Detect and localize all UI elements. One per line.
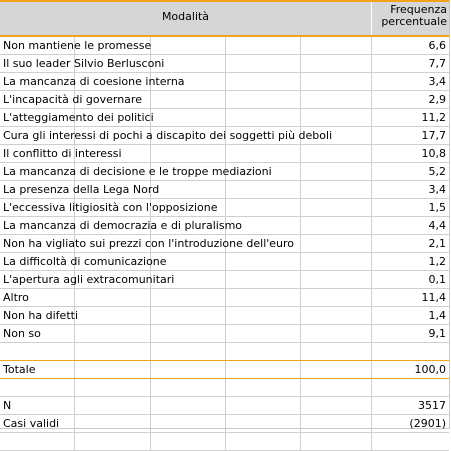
table-cell (75, 433, 151, 450)
table-cell (151, 307, 226, 324)
table-cell (0, 433, 75, 450)
header-frequenza-line2: percentuale (381, 15, 447, 28)
table-cell (372, 379, 449, 396)
row-label: Il conflitto di interessi (3, 147, 122, 160)
empty-row (0, 343, 449, 361)
table-row (0, 181, 449, 199)
table-cell (301, 73, 372, 90)
row-label: L'incapacità di governare (3, 93, 142, 106)
row-value: 10,8 (421, 147, 446, 160)
table-cell (151, 397, 226, 414)
row-value: 1,5 (428, 201, 446, 214)
table-cell (226, 145, 301, 162)
table-cell (301, 289, 372, 306)
table-cell (75, 289, 151, 306)
table-cell (75, 343, 151, 360)
row-value: 11,2 (421, 111, 446, 124)
row-value: 7,7 (428, 57, 446, 70)
table-cell (151, 181, 226, 198)
table-row (0, 235, 449, 253)
table-cell (301, 199, 372, 216)
table-cell (301, 361, 372, 378)
row-value: 2,1 (428, 237, 446, 250)
table-cell (301, 91, 372, 108)
row-value: 1,4 (428, 309, 446, 322)
row-value: 5,2 (428, 165, 446, 178)
row-label: L'apertura agli extracomunitari (3, 273, 175, 286)
empty-row (0, 379, 449, 397)
row-value: (2901) (409, 417, 446, 430)
row-label: Non so (3, 327, 41, 340)
row-label: N (3, 399, 12, 412)
table-cell (75, 307, 151, 324)
table-cell (226, 199, 301, 216)
table-cell (75, 325, 151, 342)
row-label: Totale (3, 363, 36, 376)
table-cell (226, 289, 301, 306)
table-cell (226, 379, 301, 396)
table-cell (301, 271, 372, 288)
header-frequenza (372, 2, 449, 35)
table-cell (301, 181, 372, 198)
table-cell (226, 91, 301, 108)
row-value: 1,2 (428, 255, 446, 268)
table-row (0, 73, 449, 91)
table-cell (151, 325, 226, 342)
table-row (0, 163, 449, 181)
row-value: 6,6 (428, 39, 446, 52)
table-cell (301, 145, 372, 162)
table-cell (75, 379, 151, 396)
table-cell (226, 433, 301, 450)
table-cell (0, 343, 75, 360)
table-cell (301, 235, 372, 252)
row-label: Cura gli interessi di pochi a discapito dei soggetti più deboli (3, 129, 333, 142)
row-label: Altro (3, 291, 29, 304)
table-cell (226, 73, 301, 90)
table-cell (226, 253, 301, 270)
table-cell (151, 415, 226, 432)
table-cell (151, 361, 226, 378)
table-cell (226, 109, 301, 126)
table-row (0, 271, 449, 289)
row-value: 3,4 (428, 183, 446, 196)
table-cell (301, 163, 372, 180)
row-value: 4,4 (428, 219, 446, 232)
table-cell (0, 397, 75, 414)
table-cell (226, 343, 301, 360)
table-cell (75, 397, 151, 414)
table-cell (301, 379, 372, 396)
table-cell (75, 361, 151, 378)
table-cell (151, 343, 226, 360)
table-cell (301, 325, 372, 342)
row-value: 9,1 (428, 327, 446, 340)
table-cell (372, 433, 449, 450)
table-cell (301, 307, 372, 324)
table-cell (301, 55, 372, 72)
table-cell (151, 145, 226, 162)
table-cell (151, 379, 226, 396)
row-label: La difficoltà di comunicazione (3, 255, 167, 268)
row-value: 0,1 (428, 273, 446, 286)
n-row (0, 397, 449, 415)
table-row (0, 127, 449, 145)
table-header (0, 2, 449, 37)
table-cell (301, 253, 372, 270)
total-row (0, 361, 449, 379)
row-label: Non ha vigliato sui prezzi con l'introduzione dell'euro (3, 237, 295, 250)
table-cell (226, 325, 301, 342)
table-row (0, 325, 449, 343)
table-row (0, 145, 449, 163)
table-row (0, 307, 449, 325)
table-row (0, 199, 449, 217)
header-frequenza-line1: Frequenza (390, 3, 447, 16)
row-label: L'atteggiamento dei politici (3, 111, 154, 124)
row-label: La mancanza di democrazia e di pluralismo (3, 219, 243, 232)
table-cell (226, 55, 301, 72)
row-value: 2,9 (428, 93, 446, 106)
table-cell (226, 181, 301, 198)
table-row (0, 253, 449, 271)
row-value: 100,0 (414, 363, 446, 376)
row-label: La mancanza di coesione interna (3, 75, 185, 88)
table-cell (226, 37, 301, 54)
row-label: La mancanza di decisione e le troppe mediazioni (3, 165, 272, 178)
table-body (0, 37, 449, 451)
row-label: Casi validi (3, 417, 60, 430)
table-cell (301, 397, 372, 414)
row-value: 3,4 (428, 75, 446, 88)
row-label: La presenza della Lega Nord (3, 183, 160, 196)
table-cell (226, 307, 301, 324)
table-cell (226, 271, 301, 288)
table-cell (301, 217, 372, 234)
casi-validi-row (0, 415, 449, 433)
table-cell (301, 343, 372, 360)
row-value: 11,4 (421, 291, 446, 304)
table-cell (226, 415, 301, 432)
table-row (0, 109, 449, 127)
row-value: 3517 (418, 399, 446, 412)
table-cell (0, 379, 75, 396)
empty-row (0, 433, 449, 451)
table-row (0, 55, 449, 73)
table-row (0, 91, 449, 109)
table-cell (151, 109, 226, 126)
table-cell (151, 433, 226, 450)
table-cell (301, 433, 372, 450)
table-cell (151, 289, 226, 306)
table-cell (301, 415, 372, 432)
table-cell (226, 397, 301, 414)
row-label: Non ha difetti (3, 309, 78, 322)
table-row (0, 37, 449, 55)
row-label: L'eccessiva litigiosità con l'opposizione (3, 201, 218, 214)
table-cell (301, 109, 372, 126)
row-label: Il suo leader Silvio Berlusconi (3, 57, 165, 70)
table-cell (151, 91, 226, 108)
table-cell (226, 361, 301, 378)
table-cell (372, 343, 449, 360)
table-row (0, 289, 449, 307)
table-cell (301, 37, 372, 54)
table-row (0, 217, 449, 235)
row-value: 17,7 (421, 129, 446, 142)
row-label: Non mantiene le promesse (3, 39, 152, 52)
header-modalita: Modalità (0, 2, 372, 35)
table-cell (151, 37, 226, 54)
table-cell (75, 415, 151, 432)
